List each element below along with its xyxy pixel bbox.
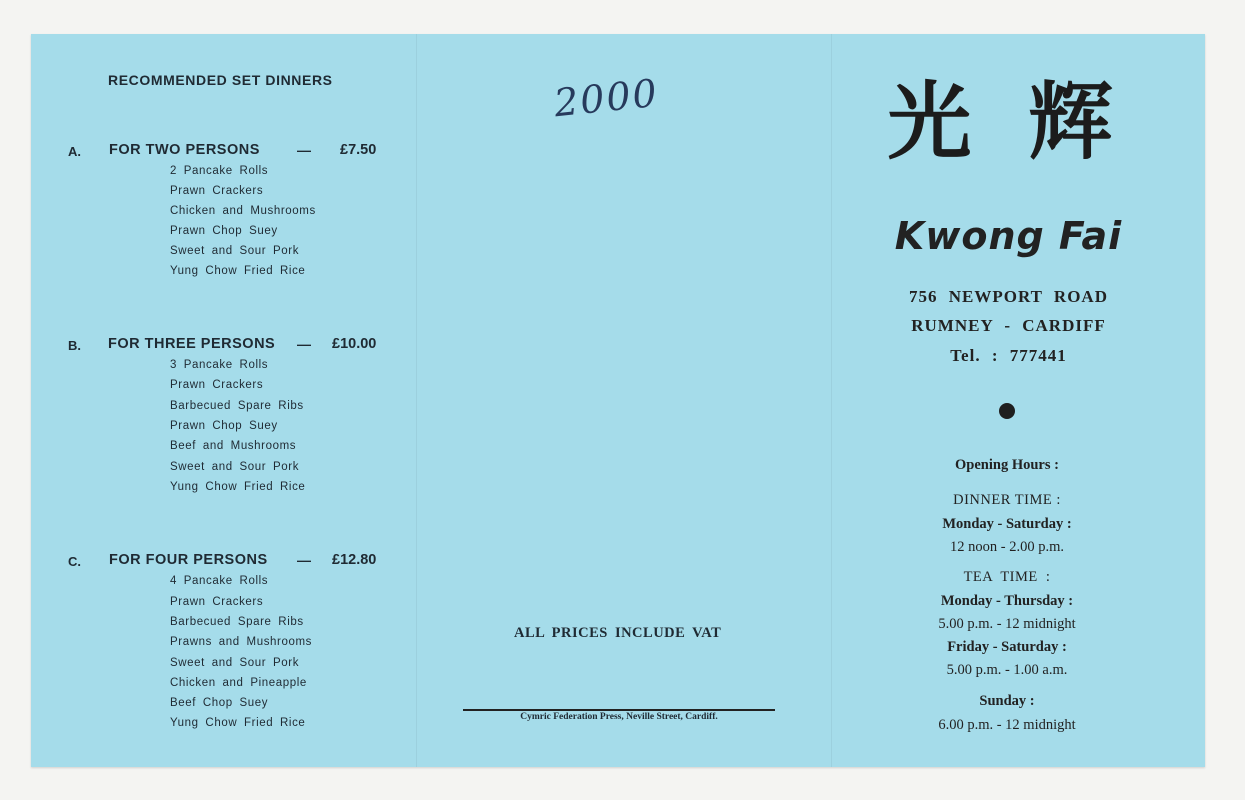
- set-a-item: Sweet and Sour Pork: [170, 245, 300, 257]
- tea-days-weekday: Monday - Thursday :: [940, 593, 1074, 609]
- address-line-1: 756 NEWPORT ROAD: [909, 287, 1108, 306]
- fold-line-left: [416, 34, 417, 767]
- sunday-times: 6.00 p.m. - 12 midnight: [938, 717, 1076, 733]
- vat-notice: ALL PRICES INCLUDE VAT: [514, 625, 722, 641]
- set-a-item: Chicken and Mushrooms: [170, 205, 316, 217]
- dinner-time-label: DINNER TIME :: [953, 492, 1061, 508]
- set-b-item: 3 Pancake Rolls: [170, 359, 269, 371]
- dinner-times: 12 noon - 2.00 p.m.: [950, 539, 1064, 555]
- set-b-item: Yung Chow Fried Rice: [170, 481, 306, 493]
- bullet-dot: [999, 403, 1015, 419]
- set-c-dash: —: [297, 552, 311, 568]
- set-b-letter: B.: [68, 338, 81, 353]
- set-c-item: 4 Pancake Rolls: [170, 575, 269, 587]
- footer-rule: [463, 709, 775, 711]
- tea-times-weekday: 5.00 p.m. - 12 midnight: [938, 616, 1076, 632]
- set-a-item: Yung Chow Fried Rice: [170, 265, 306, 277]
- set-b-item: Prawn Chop Suey: [170, 420, 278, 432]
- set-c-item: Prawns and Mushrooms: [170, 636, 312, 648]
- set-a-letter: A.: [68, 144, 81, 159]
- set-b-item: Prawn Crackers: [170, 379, 264, 391]
- address-line-2: RUMNEY - CARDIFF: [911, 316, 1106, 335]
- set-c-title: FOR FOUR PERSONS: [109, 552, 268, 568]
- set-b-price: £10.00: [332, 336, 377, 352]
- set-a-item: Prawn Crackers: [170, 185, 264, 197]
- restaurant-name: Kwong Fai: [894, 214, 1123, 258]
- menu-leaflet: [31, 34, 1205, 767]
- set-c-item: Yung Chow Fried Rice: [170, 717, 306, 729]
- set-c-item: Sweet and Sour Pork: [170, 657, 300, 669]
- menu-heading: RECOMMENDED SET DINNERS: [108, 72, 333, 88]
- set-c-item: Barbecued Spare Ribs: [170, 616, 304, 628]
- set-b-item: Beef and Mushrooms: [170, 440, 297, 452]
- tea-time-label: TEA TIME :: [963, 569, 1051, 585]
- tea-times-weekend: 5.00 p.m. - 1.00 a.m.: [946, 662, 1068, 678]
- set-c-item: Chicken and Pineapple: [170, 677, 307, 689]
- set-a-dash: —: [297, 142, 311, 158]
- set-c-item: Beef Chop Suey: [170, 697, 269, 709]
- set-c-letter: C.: [68, 554, 81, 569]
- set-a-item: Prawn Chop Suey: [170, 225, 278, 237]
- set-b-item: Barbecued Spare Ribs: [170, 400, 304, 412]
- phone-number: Tel. : 777441: [950, 346, 1067, 365]
- printer-credit: Cymric Federation Press, Neville Street, Cardiff.: [520, 712, 718, 722]
- handwritten-note: 2000: [551, 70, 661, 126]
- opening-hours-heading: Opening Hours :: [955, 457, 1059, 473]
- set-c-price: £12.80: [332, 552, 377, 568]
- dinner-days: Monday - Saturday :: [942, 516, 1072, 532]
- chinese-name-logo: 光 辉: [887, 77, 1131, 170]
- set-a-price: £7.50: [340, 142, 377, 158]
- sunday-label: Sunday :: [979, 693, 1035, 709]
- set-b-title: FOR THREE PERSONS: [108, 336, 276, 352]
- set-a-item: 2 Pancake Rolls: [170, 165, 269, 177]
- set-a-title: FOR TWO PERSONS: [109, 142, 260, 158]
- set-b-item: Sweet and Sour Pork: [170, 461, 300, 473]
- set-c-item: Prawn Crackers: [170, 596, 264, 608]
- fold-line-right: [831, 34, 832, 767]
- set-b-dash: —: [297, 336, 311, 352]
- tea-days-weekend: Friday - Saturday :: [947, 639, 1067, 655]
